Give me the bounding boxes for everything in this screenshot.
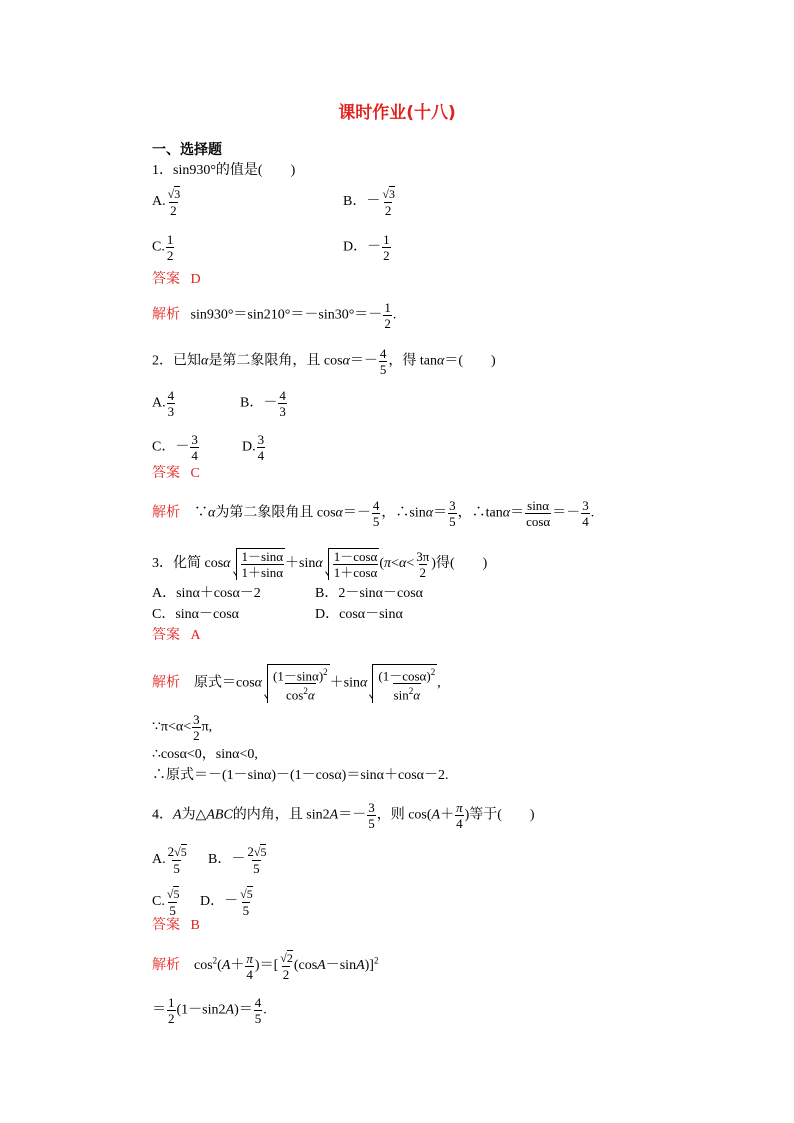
q1-stem: 1．sin930°的值是( ) bbox=[152, 163, 296, 178]
q4-option-a: A. $\frac{2√5}{5}$ bbox=[152, 844, 187, 876]
q4-answer: 答案 B bbox=[152, 918, 200, 933]
q2-option-b: B．－ $\frac{4}{3}$ bbox=[240, 388, 286, 419]
q4-solution-1: 解析 $\cos^2(A+$ $\frac{\pi}{4}$ )＝[ $\frac{√2}{2}$ (cosA－sinA)]$^2$ bbox=[152, 950, 379, 982]
q3-answer: 答案 A bbox=[152, 628, 201, 643]
q4-option-c: C. $\frac{√5}{5}$ bbox=[152, 887, 180, 918]
q3-option-a: A．sinα＋cosα－2 bbox=[152, 586, 261, 601]
q2-option-d: D. $\frac{3}{4}$ bbox=[242, 432, 265, 463]
q2-option-c: C．－ $\frac{3}{4}$ bbox=[152, 432, 198, 463]
q1-solution: 解析 sin930°＝sin210°＝－sin30°＝－ $\frac{1}{2}$ . bbox=[152, 300, 397, 331]
q3-option-d: D．cosα－sinα bbox=[315, 607, 403, 622]
q4-option-b: B．－ $\frac{2√5}{5}$ bbox=[208, 844, 267, 876]
q2-solution: 解析 ∵α为第二象限角且 cosα＝－ $\frac{4}{5}$ ，∴sinα＝ $\frac{3}{5}$ ，∴tanα＝ $\frac{\sin\alpha}{\cos\alpha}$ ＝－ $\frac{3}{4}$ . bbox=[152, 498, 595, 529]
page-title: 课时作业(十八) bbox=[338, 103, 456, 123]
q3-stem: 3．化简 cosα $\frac{1-\sin\alpha}{1+\sin\alpha}$ ＋sinα $\frac{1-\cos\alpha}{1+\cos\alpha}$ (π<α< $\frac{3\pi}{2}$ )得( ) bbox=[152, 548, 488, 580]
q3-solution-3: ∴cosα<0，sinα<0, bbox=[152, 747, 258, 762]
q4-stem: 4．A为△ABC的内角，且 sin2A＝－ $\frac{3}{5}$ ，则 cos(A＋ $\frac{\pi}{4}$ )等于( ) bbox=[152, 800, 535, 831]
q1-option-b: B．－ $\frac{√3}{2}$ bbox=[343, 187, 395, 218]
q3-option-b: B．2－sinα－cosα bbox=[315, 586, 424, 601]
q4-option-d: D．－ $\frac{√5}{5}$ bbox=[200, 887, 253, 918]
q1-option-c: C. $\frac{1}{2}$ bbox=[152, 232, 174, 263]
q4-solution-2: ＝ $\frac{1}{2}$ (1－sin2A)＝ $\frac{4}{5}$ . bbox=[152, 995, 267, 1026]
q1-answer: 答案 D bbox=[152, 272, 201, 287]
q2-answer: 答案 C bbox=[152, 466, 200, 481]
q2-stem: 2．已知α是第二象限角，且 cosα＝－ $\frac{4}{5}$ ，得 tanα＝( ) bbox=[152, 346, 496, 377]
q2-option-a: A. $\frac{4}{3}$ bbox=[152, 388, 175, 419]
q1-option-d: D．－ $\frac{1}{2}$ bbox=[343, 232, 390, 263]
section-heading: 一、选择题 bbox=[152, 142, 222, 158]
q3-solution-1: 解析 原式＝cosα $\frac{(1-\sin\alpha)^2}{\cos^2\alpha}$ ＋sinα $\frac{(1-\cos\alpha)^2}{\sin^2\alpha}$ , bbox=[152, 664, 441, 703]
q3-option-c: C．sinα－cosα bbox=[152, 607, 240, 622]
q3-solution-2: ∵π<α< $\frac{3}{2}$ π, bbox=[152, 712, 213, 743]
q1-option-a: A. $\frac{√3}{2}$ bbox=[152, 187, 181, 218]
q3-solution-4: ∴原式＝－(1－sinα)－(1－cosα)＝sinα＋cosα－2. bbox=[152, 768, 449, 783]
